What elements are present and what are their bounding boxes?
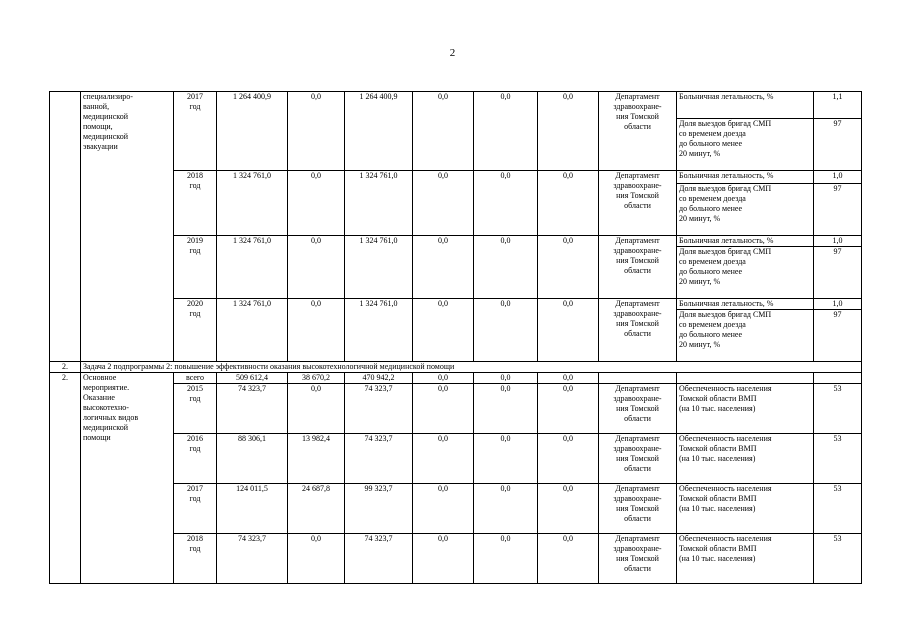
federal-cell: 0,0 [288, 236, 345, 299]
total-cell: 1 324 761,0 [217, 171, 288, 236]
year-cell: 2016 год [174, 434, 217, 484]
task-title: Задача 2 подпрограммы 2: повышение эффективности оказания высокотехнологичной медицинской помощи [81, 362, 862, 373]
regional-cell: 1 324 761,0 [345, 299, 413, 362]
regional-cell: 1 264 400,9 [345, 92, 413, 171]
regional-cell: 99 323,7 [345, 484, 413, 534]
tfoms-cell: 0,0 [474, 484, 538, 534]
tfoms-cell: 0,0 [474, 534, 538, 584]
indicator-value: 97 [814, 247, 862, 299]
tfoms-cell: 0,0 [474, 434, 538, 484]
year-cell: 2020 год [174, 299, 217, 362]
indicator-value: 1,0 [814, 236, 862, 247]
tfoms-cell: 0,0 [474, 171, 538, 236]
tfoms-cell: 0,0 [474, 236, 538, 299]
responsible-cell: Департамент здравоохране- ния Томской области [599, 92, 677, 171]
federal-cell: 0,0 [288, 171, 345, 236]
responsible-cell: Департамент здравоохране- ния Томской области [599, 299, 677, 362]
indicator-value: 53 [814, 534, 862, 584]
year-cell: 2017 год [174, 92, 217, 171]
municipal-cell: 0,0 [413, 171, 474, 236]
responsible-cell: Департамент здравоохране- ния Томской области [599, 534, 677, 584]
task-row [50, 362, 862, 373]
year-cell: 2015 год [174, 384, 217, 434]
table-row [50, 92, 862, 119]
tfoms-cell: 0,0 [474, 373, 538, 384]
indicator-cell: Обеспеченность населения Томской области ВМП (на 10 тыс. населения) [677, 534, 814, 584]
indicator-value: 1,1 [814, 92, 862, 119]
municipal-cell: 0,0 [413, 299, 474, 362]
federal-cell: 0,0 [288, 299, 345, 362]
indicator-cell: Обеспеченность населения Томской области ВМП (на 10 тыс. населения) [677, 434, 814, 484]
indicator-cell: Доля выездов бригад СМП со временем доезда до больного менее 20 минут, % [677, 184, 814, 236]
federal-cell: 38 670,2 [288, 373, 345, 384]
federal-cell: 13 982,4 [288, 434, 345, 484]
municipal-cell: 0,0 [413, 534, 474, 584]
responsible-cell: Департамент здравоохране- ния Томской области [599, 236, 677, 299]
row-number-cell: 2. [50, 373, 81, 584]
total-cell: 1 264 400,9 [217, 92, 288, 171]
tfoms-cell: 0,0 [474, 92, 538, 171]
indicator-value: 1,0 [814, 299, 862, 310]
row-number-cell [50, 92, 81, 362]
indicator-cell: Доля выездов бригад СМП со временем доезда до больного менее 20 минут, % [677, 119, 814, 171]
other-cell: 0,0 [538, 434, 599, 484]
task-number: 2. [50, 362, 81, 373]
municipal-cell: 0,0 [413, 92, 474, 171]
municipal-cell: 0,0 [413, 484, 474, 534]
federal-cell: 0,0 [288, 384, 345, 434]
other-cell: 0,0 [538, 484, 599, 534]
activity-name: специализиро- ванной, медицинской помощи, медицинской эвакуации [81, 92, 174, 362]
program-table [49, 91, 862, 584]
year-cell: 2017 год [174, 484, 217, 534]
responsible-cell: Департамент здравоохране- ния Томской области [599, 484, 677, 534]
indicator-cell: Доля выездов бригад СМП со временем доезда до больного менее 20 минут, % [677, 247, 814, 299]
table-row [50, 373, 862, 384]
indicator-cell: Больничная летальность, % [677, 236, 814, 247]
total-cell: 1 324 761,0 [217, 299, 288, 362]
indicator-cell: Обеспеченность населения Томской области ВМП (на 10 тыс. населения) [677, 384, 814, 434]
total-cell: 1 324 761,0 [217, 236, 288, 299]
responsible-cell: Департамент здравоохране- ния Томской области [599, 434, 677, 484]
total-cell: 74 323,7 [217, 384, 288, 434]
year-cell: 2019 год [174, 236, 217, 299]
municipal-cell: 0,0 [413, 434, 474, 484]
other-cell: 0,0 [538, 236, 599, 299]
indicator-value: 97 [814, 184, 862, 236]
other-cell: 0,0 [538, 534, 599, 584]
indicator-value: 1,0 [814, 171, 862, 184]
regional-cell: 74 323,7 [345, 534, 413, 584]
federal-cell: 24 687,8 [288, 484, 345, 534]
municipal-cell: 0,0 [413, 384, 474, 434]
federal-cell: 0,0 [288, 92, 345, 171]
other-cell: 0,0 [538, 92, 599, 171]
indicator-cell: Доля выездов бригад СМП со временем доезда до больного менее 20 минут, % [677, 310, 814, 362]
year-cell: 2018 год [174, 534, 217, 584]
tfoms-cell: 0,0 [474, 384, 538, 434]
indicator-cell: Больничная летальность, % [677, 299, 814, 310]
indicator-value: 97 [814, 119, 862, 171]
indicator-cell: Обеспеченность населения Томской области ВМП (на 10 тыс. населения) [677, 484, 814, 534]
other-cell: 0,0 [538, 299, 599, 362]
indicator-value: 53 [814, 434, 862, 484]
other-cell: 0,0 [538, 373, 599, 384]
indicator-cell: Больничная летальность, % [677, 92, 814, 119]
regional-cell: 1 324 761,0 [345, 236, 413, 299]
indicator-value: 53 [814, 484, 862, 534]
indicator-cell [677, 373, 814, 384]
total-cell: 124 011,5 [217, 484, 288, 534]
regional-cell: 1 324 761,0 [345, 171, 413, 236]
municipal-cell: 0,0 [413, 236, 474, 299]
tfoms-cell: 0,0 [474, 299, 538, 362]
responsible-cell: Департамент здравоохране- ния Томской области [599, 171, 677, 236]
year-cell: всего [174, 373, 217, 384]
total-cell: 74 323,7 [217, 534, 288, 584]
total-cell: 509 612,4 [217, 373, 288, 384]
indicator-value: 97 [814, 310, 862, 362]
indicator-value [814, 373, 862, 384]
responsible-cell [599, 373, 677, 384]
regional-cell: 74 323,7 [345, 434, 413, 484]
total-cell: 88 306,1 [217, 434, 288, 484]
indicator-cell: Больничная летальность, % [677, 171, 814, 184]
federal-cell: 0,0 [288, 534, 345, 584]
indicator-value: 53 [814, 384, 862, 434]
other-cell: 0,0 [538, 384, 599, 434]
responsible-cell: Департамент здравоохране- ния Томской области [599, 384, 677, 434]
regional-cell: 74 323,7 [345, 384, 413, 434]
other-cell: 0,0 [538, 171, 599, 236]
activity-name: Основное мероприятие. Оказание высокотехно- логичных видов медицинской помощи [81, 373, 174, 584]
municipal-cell: 0,0 [413, 373, 474, 384]
page-number: 2 [449, 47, 456, 59]
year-cell: 2018 год [174, 171, 217, 236]
regional-cell: 470 942,2 [345, 373, 413, 384]
